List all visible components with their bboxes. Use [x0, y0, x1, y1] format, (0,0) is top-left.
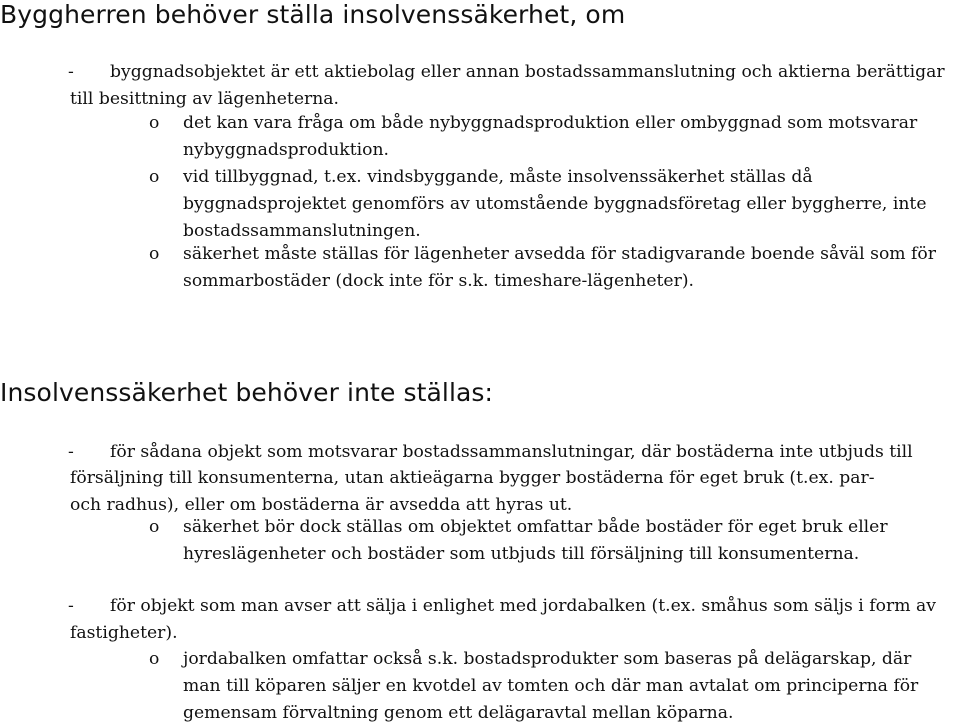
circle-bullet-marker: o [149, 517, 160, 537]
sub-bullet-item [149, 514, 888, 568]
section-heading-insolvency-required: Byggherren behöver ställa insolvenssäkerhet, om [0, 0, 626, 29]
bullet-text-line: för objekt som man avser att sälja i enlighet med jordabalken (t.ex. småhus som säljs i form av [110, 596, 936, 616]
sub-bullet-text-line: gemensam förvaltning genom ett delägaravtal mellan köparna. [183, 703, 734, 723]
sub-bullet-text-line: det kan vara fråga om både nybyggnadsproduktion eller ombyggnad som motsvarar [183, 113, 918, 133]
bullet-item [68, 439, 913, 466]
bullet-item-continuation [70, 86, 339, 113]
sub-bullet-item [149, 164, 927, 245]
circle-bullet-marker: o [149, 244, 160, 264]
dash-bullet-marker: - [68, 596, 74, 616]
bullet-text-line: till besittning av lägenheterna. [70, 89, 339, 109]
circle-bullet-marker: o [149, 649, 160, 669]
sub-bullet-text-line: bostadssammanslutningen. [183, 221, 421, 241]
bullet-text-line: försäljning till konsumenterna, utan aktieägarna bygger bostäderna för eget bruk (t.ex. par- [70, 468, 875, 488]
bullet-text-line: för sådana objekt som motsvarar bostadssammanslutningar, där bostäderna inte utbjuds till [110, 442, 913, 462]
sub-bullet-text-line: man till köparen säljer en kvotdel av tomten och där man avtalat om principerna för [183, 676, 919, 696]
sub-bullet-text-line: nybyggnadsproduktion. [183, 140, 389, 160]
sub-bullet-item [149, 646, 919, 727]
sub-bullet-text-line: säkerhet bör dock ställas om objektet omfattar både bostäder för eget bruk eller [183, 517, 888, 537]
bullet-text-line: byggnadsobjektet är ett aktiebolag eller annan bostadssammanslutning och aktierna berättigar [110, 62, 945, 82]
sub-bullet-item [149, 241, 936, 295]
sub-bullet-text-line: sommarbostäder (dock inte för s.k. timeshare-lägenheter). [183, 271, 694, 291]
sub-bullet-text-line: vid tillbyggnad, t.ex. vindsbyggande, måste insolvenssäkerhet ställas då [183, 167, 813, 187]
bullet-item [68, 593, 936, 620]
circle-bullet-marker: o [149, 167, 160, 187]
dash-bullet-marker: - [68, 62, 74, 82]
bullet-item-continuation [70, 465, 875, 519]
circle-bullet-marker: o [149, 113, 160, 133]
sub-bullet-text-line: hyreslägenheter och bostäder som utbjuds till försäljning till konsumenterna. [183, 544, 860, 564]
sub-bullet-text-line: byggnadsprojektet genomförs av utomstående byggnadsföretag eller byggherre, inte [183, 194, 927, 214]
bullet-text-line: och radhus), eller om bostäderna är avsedda att hyras ut. [70, 495, 573, 515]
sub-bullet-item [149, 110, 918, 164]
sub-bullet-text-line: säkerhet måste ställas för lägenheter avsedda för stadigvarande boende såväl som för [183, 244, 936, 264]
bullet-item-continuation [70, 620, 178, 647]
bullet-text-line: fastigheter). [70, 623, 178, 643]
section-heading-insolvency-not-required: Insolvenssäkerhet behöver inte ställas: [0, 378, 494, 407]
sub-bullet-text-line: jordabalken omfattar också s.k. bostadsprodukter som baseras på delägarskap, där [183, 649, 912, 669]
dash-bullet-marker: - [68, 442, 74, 462]
bullet-item [68, 59, 945, 86]
